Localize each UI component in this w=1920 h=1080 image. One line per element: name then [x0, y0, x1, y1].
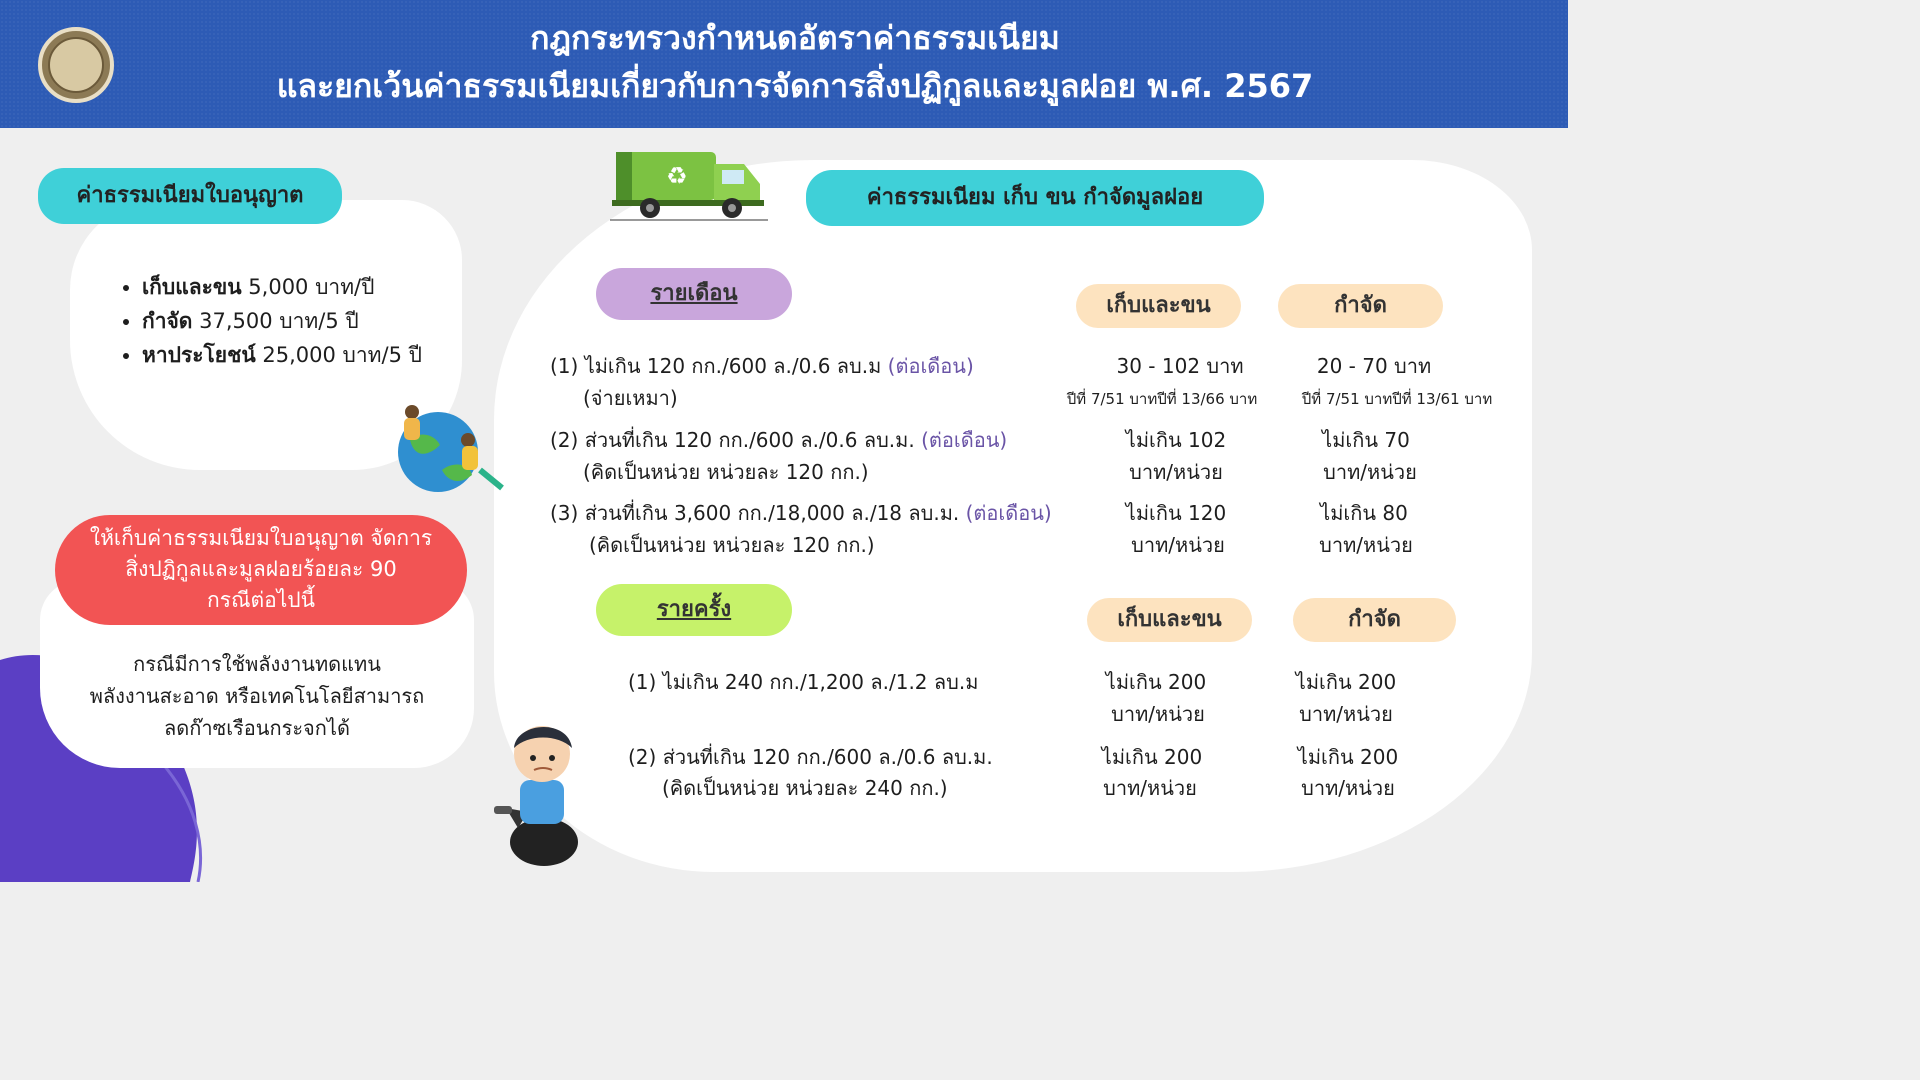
monthly-row-2-dispose: ไม่เกิน 70	[1322, 428, 1410, 452]
monthly-label: รายเดือน	[596, 268, 792, 320]
monthly-row-1-dispose: 20 - 70 บาท	[1316, 354, 1432, 378]
monthly-row-3-note: (คิดเป็นหน่วย หน่วยละ 120 กก.)	[589, 533, 875, 557]
per-time-col-dispose: กำจัด	[1293, 598, 1456, 642]
monthly-row-3-dispose-unit: บาท/หน่วย	[1319, 533, 1413, 557]
per-time-row-1-desc: (1) ไม่เกิน 240 กก./1,200 ล./1.2 ลบ.ม	[628, 670, 979, 694]
per-time-row-1-dispose-unit: บาท/หน่วย	[1299, 702, 1393, 726]
title-line-1: กฎกระทรวงกำหนดอัตราค่าธรรมเนียม	[530, 19, 1060, 57]
list-item: • กำจัด 37,500 บาท/5 ปี	[142, 304, 422, 338]
monthly-row-1-note: (จ่ายเหมา)	[583, 386, 678, 410]
per-time-row-2-dispose-unit: บาท/หน่วย	[1301, 776, 1395, 800]
list-item: • หาประโยชน์ 25,000 บาท/5 ปี	[142, 338, 422, 372]
svg-text:♻: ♻	[666, 162, 688, 190]
notice-line-2: สิ่งปฏิกูลและมูลฝอยร้อยละ 90	[125, 557, 397, 581]
monthly-row-3-dispose: ไม่เกิน 80	[1320, 501, 1408, 525]
per-time-col-collect: เก็บและขน	[1087, 598, 1252, 642]
monthly-row-2-collect-unit: บาท/หน่วย	[1129, 460, 1223, 484]
monthly-row-3-collect-unit: บาท/หน่วย	[1131, 533, 1225, 557]
per-time-row-2-note: (คิดเป็นหน่วย หน่วยละ 240 กก.)	[662, 776, 948, 800]
notice-line-3: กรณีต่อไปนี้	[207, 588, 315, 612]
per-time-row-2-desc: (2) ส่วนที่เกิน 120 กก./600 ล./0.6 ลบ.ม.	[628, 745, 993, 769]
earth-people-icon	[380, 400, 510, 500]
per-time-row-1-dispose: ไม่เกิน 200	[1295, 670, 1397, 694]
license-list	[118, 270, 422, 372]
collect-notice-pill	[55, 515, 467, 625]
per-time-row-1-collect: ไม่เกิน 200	[1105, 670, 1207, 694]
monthly-row-3-collect: ไม่เกิน 120	[1125, 501, 1227, 525]
monthly-row-2-note: (คิดเป็นหน่วย หน่วยละ 120 กก.)	[583, 460, 869, 484]
notice-line-1: ให้เก็บค่าธรรมเนียมใบอนุญาต จัดการ	[89, 526, 433, 550]
per-time-row-2-dispose: ไม่เกิน 200	[1297, 745, 1399, 769]
per-time-row-2-collect: ไม่เกิน 200	[1101, 745, 1203, 769]
per-time-label: รายครั้ง	[596, 584, 792, 636]
monthly-col-dispose: กำจัด	[1278, 284, 1443, 328]
monthly-row-1-collect: 30 - 102 บาท	[1116, 354, 1244, 378]
monthly-row-2-collect: ไม่เกิน 102	[1125, 428, 1227, 452]
ministry-seal-icon	[38, 27, 114, 103]
list-item: • เก็บและขน 5,000 บาท/ปี	[142, 270, 422, 304]
monthly-row-2-dispose-unit: บาท/หน่วย	[1323, 460, 1417, 484]
license-heading: ค่าธรรมเนียมใบอนุญาต	[38, 168, 342, 224]
page-title	[150, 14, 1440, 110]
boy-trash-bag-icon	[488, 712, 592, 868]
monthly-col-collect: เก็บและขน	[1076, 284, 1241, 328]
monthly-row-1-dispose-note: ปีที่ 7/51 บาทปีที่ 13/61 บาท	[1301, 390, 1493, 408]
monthly-row-3-desc: (3) ส่วนที่เกิน 3,600 กก./18,000 ล./18 ลบ.ม. (ต่อเดือน)	[550, 501, 1052, 525]
title-line-2: และยกเว้นค่าธรรมเนียมเกี่ยวกับการจัดการสิ่งปฏิกูลและมูลฝอย พ.ศ. 2567	[276, 67, 1314, 105]
per-time-row-1-collect-unit: บาท/หน่วย	[1111, 702, 1205, 726]
monthly-row-1-collect-note: ปีที่ 7/51 บาทปีที่ 13/66 บาท	[1066, 390, 1258, 408]
energy-case-text: กรณีมีการใช้พลังงานทดแทน พลังงานสะอาด หรือเทคโนโลยีสามารถ ลดก๊าซเรือนกระจกได้	[89, 652, 425, 740]
garbage-truck-icon	[610, 148, 770, 222]
per-time-row-2-collect-unit: บาท/หน่วย	[1103, 776, 1197, 800]
monthly-row-2-desc: (2) ส่วนที่เกิน 120 กก./600 ล./0.6 ลบ.ม. (ต่อเดือน)	[550, 428, 1008, 452]
monthly-row-1-desc: (1) ไม่เกิน 120 กก./600 ล./0.6 ลบ.ม (ต่อเดือน)	[550, 354, 974, 378]
fees-heading: ค่าธรรมเนียม เก็บ ขน กำจัดมูลฝอย	[806, 170, 1264, 226]
